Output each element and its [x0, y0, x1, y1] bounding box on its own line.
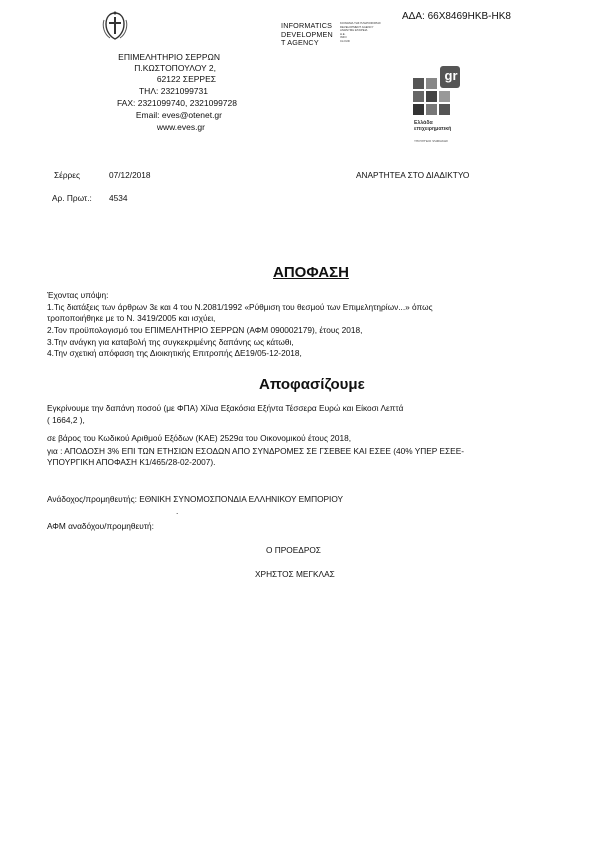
fine-print-line: DEVELOPMENT AGENCY: [340, 24, 374, 29]
contractor-afm: ΑΦΜ αναδόχου/προμηθευτή:: [47, 521, 154, 531]
protocol-number: 4534: [109, 193, 128, 203]
considering-item-2: 2.Τον προϋπολογισμό του ΕΠΙΜΕΛΗΤΗΡΙΟ ΣΕΡΡΩΝ (ΑΦΜ 090002179), έτους 2018,: [47, 325, 363, 335]
considering-intro: Έχοντας υπόψη:: [47, 290, 109, 300]
logo-mark: gr: [444, 68, 458, 83]
decision-purpose-cont: ΥΠΟΥΡΓΙΚΗ ΑΠΟΦΑΣΗ Κ1/465/28-02-2007).: [47, 457, 216, 467]
agency-line-3: T AGENCY: [281, 38, 319, 48]
org-email: Email: eves@otenet.gr: [135, 110, 222, 120]
publish-notice: ΑΝΑΡΤΗΤΕΑ ΣΤΟ ΔΙΑΔΙΚΤΥΟ: [356, 170, 470, 180]
agency-line-1: INFORMATICS: [281, 21, 333, 30]
org-city: 62122 ΣΕΡΡΕΣ: [156, 74, 216, 84]
contractor-dot: .: [176, 506, 179, 516]
org-website: www.eves.gr: [156, 122, 205, 132]
org-fax: FAX: 2321099740, 2321099728: [116, 98, 237, 108]
ellada-logo: [410, 64, 466, 146]
org-address: Π.ΚΩΣΤΟΠΟΥΛΟΥ 2,: [134, 63, 216, 73]
signature-role: Ο ΠΡΟΕΔΡΟΣ: [266, 545, 321, 555]
decision-amount: ( 1664,2 ),: [47, 415, 85, 425]
considering-item-1: 1.Τις διατάξεις των άρθρων 3ε και 4 του Ν.2081/1992 «Ρύθμιση του θεσμού των Επιμελητηρίων...» όπως: [47, 302, 433, 312]
agency-name: [281, 22, 333, 48]
ada-code: ΑΔΑ: 66Χ8469ΗΚΒ-ΗΚ8: [402, 11, 511, 22]
fine-print-line: ΑΝΩΝΥΜΗ ΕΤΑΙΡΕΙΑ: [340, 28, 368, 33]
considering-item-4: 4.Την σχετική απόφαση της Διοικητικής Επιτροπής ΔΕ19/05-12-2018,: [47, 348, 302, 358]
agency-fine-print: [340, 22, 381, 44]
logo-line-2: επιχειρηματική: [414, 126, 452, 132]
decision-budget-code: σε βάρος του Κωδικού Αριθμού Εξόδων (ΚΑΕ) 2529α του Οικονομικού έτους 2018,: [47, 433, 352, 443]
signature-name: ΧΡΗΣΤΟΣ ΜΕΓΚΛΑΣ: [255, 569, 335, 579]
logo-line-1: Ελλάδα: [414, 120, 433, 126]
fine-print-line: Η.Ε.: [340, 31, 346, 36]
decision-purpose: για : ΑΠΟΔΟΣΗ 3% ΕΠΙ ΤΩΝ ΕΤΗΣΙΩΝ ΕΣΟΔΩΝ ΑΠΟ ΣΥΝΔΡΟΜΕΣ ΣΕ ΓΣΕΒΕΕ ΚΑΙ ΕΣΕΕ (40% ΥΠΕΡ ΕΣΕΕ-: [47, 446, 464, 456]
decision-approval: Εγκρίνουμε την δαπάνη ποσού (με ΦΠΑ) Χίλια Εξακόσια Εξήντα Τέσσερα Ευρώ και Είκοσι Λεπτά: [47, 403, 404, 413]
contractor-name: Ανάδοχος/προμηθευτής: ΕΘΝΙΚΗ ΣΥΝΟΜΟΣΠΟΝΔΙΑ ΕΛΛΗΝΙΚΟΥ ΕΜΠΟΡΙΟΥ: [47, 494, 344, 504]
coat-of-arms-icon: [100, 10, 130, 42]
protocol-label: Αρ. Πρωτ.:: [52, 193, 92, 203]
page-title: ΑΠΟΦΑΣΗ: [273, 264, 349, 281]
decision-title: Αποφασίζουμε: [259, 376, 365, 393]
logo-line-3: ΥΠΟΥΡΓΕΙΟ ΨΗΦΙΑΚΗΣ: [414, 139, 448, 143]
header-date: 07/12/2018: [109, 170, 151, 180]
fine-print-line: CLOUD: [340, 38, 350, 43]
considering-item-3: 3.Την ανάγκη για καταβολή της συγκεκριμένης δαπάνης ως κάτωθι,: [47, 337, 294, 347]
agency-line-2: DEVELOPMEN: [281, 29, 333, 39]
fine-print-line: ΚΟΙΝΩΝΙΑ ΤΗΣ ΠΛΗΡΟΦΟΡΙΑΣ: [340, 21, 381, 25]
org-name: ΕΠΙΜΕΛΗΤΗΡΙΟ ΣΕΡΡΩΝ: [118, 52, 220, 62]
fine-print-line: INFO: [340, 35, 347, 40]
considering-item-1-cont: τροποποιήθηκε με το Ν. 3419/2005 και ισχύει,: [47, 313, 216, 323]
header-city: Σέρρες: [54, 170, 80, 180]
org-phone: ΤΗΛ: 2321099731: [138, 86, 208, 96]
